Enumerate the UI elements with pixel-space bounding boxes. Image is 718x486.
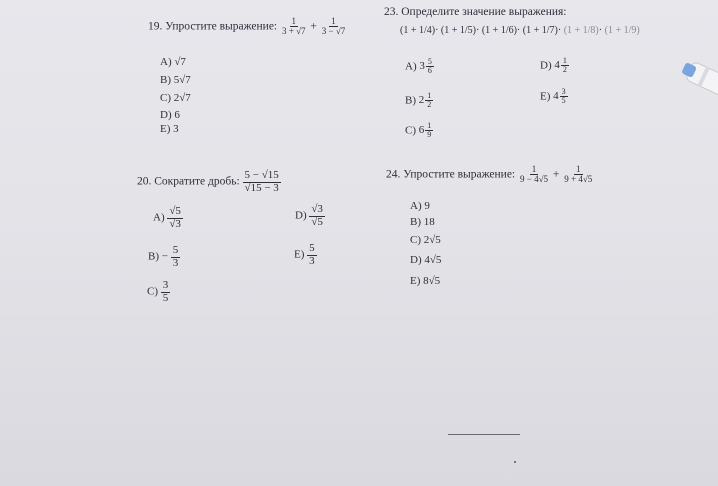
q23-d-value <box>554 57 569 75</box>
q23-e-den: 5 <box>561 96 566 106</box>
q20-d-frac <box>309 204 325 228</box>
q20-e-den: 3 <box>309 254 315 267</box>
q23-b-whole: 2 <box>418 94 425 107</box>
q19-answer-e: E) 3 <box>160 123 179 135</box>
q23-b-label: B) <box>405 94 416 107</box>
ink-dot <box>514 461 516 463</box>
q19-plus: + <box>310 20 317 33</box>
q23-answer-a <box>405 58 434 76</box>
q19-f1-num: 1 <box>291 16 297 26</box>
q23-e-frac <box>560 88 568 106</box>
q19-answer-a: A) √7 <box>160 56 186 68</box>
q20-b-sign: − <box>161 250 168 263</box>
q24-f2-den: 9 + 4√5 <box>564 174 593 185</box>
q20-answer-c <box>147 280 170 304</box>
pencil-underline <box>448 434 520 435</box>
q20-prompt <box>137 170 281 194</box>
q20-c-frac <box>161 280 171 304</box>
q20-d-label: D) <box>295 209 307 222</box>
q20-b-frac <box>171 245 181 269</box>
q23-answer-b <box>405 92 433 110</box>
q23-factor-4: (1 + 1/7) <box>522 25 558 36</box>
marker-pen-icon <box>674 49 718 114</box>
q20-d-num: √3 <box>311 203 323 215</box>
q20-answer-e <box>294 243 317 267</box>
q23-answer-e <box>540 88 568 106</box>
q23-c-frac <box>425 122 433 140</box>
q23-b-den: 2 <box>427 100 432 110</box>
q24-answer-b: B) 18 <box>410 216 435 228</box>
q23-c-whole: 6 <box>418 124 425 137</box>
q19-text: 19. Упростите выражение: <box>148 20 278 33</box>
q24-answer-a: A) 9 <box>410 200 430 212</box>
q20-e-num: 5 <box>309 242 315 254</box>
q24-f1-den: 9 − 4√5 <box>520 174 549 185</box>
q23-factor-5: (1 + 1/8) <box>563 25 599 36</box>
q24-answer-e: E) 8√5 <box>410 275 441 287</box>
q20-b-den: 3 <box>172 256 179 269</box>
q23-e-num: 3 <box>561 87 566 96</box>
q23-d-label: D) <box>540 59 552 72</box>
q23-factor-2: (1 + 1/5) <box>440 25 476 36</box>
q23-d-frac <box>561 57 569 75</box>
q19-answer-b: B) 5√7 <box>160 74 191 86</box>
q23-text: 23. Определите значение выражения: <box>384 6 567 18</box>
q19-fraction-2 <box>320 17 348 37</box>
q19-f2-num: 1 <box>331 16 336 26</box>
q19-answer-c: C) 2√7 <box>160 92 191 104</box>
q24-text: 24. Упростите выражение: <box>386 168 516 181</box>
q23-product: (1 + 1/4)· (1 + 1/5)· (1 + 1/6)· (1 + 1/7)· (1 + 1/8)· (1 + 1/9) <box>400 25 640 36</box>
q20-c-num: 3 <box>162 279 169 291</box>
q24-answer-d: D) 4√5 <box>410 254 442 266</box>
q23-c-value <box>419 122 434 140</box>
q23-a-whole: 3 <box>419 60 425 73</box>
q24-prompt <box>386 165 594 185</box>
q23-a-num: 5 <box>427 57 432 66</box>
q23-answer-c <box>405 122 433 140</box>
q20-b-label: B) <box>148 250 159 263</box>
q24-plus: + <box>552 168 560 181</box>
q20-answer-d <box>295 204 325 228</box>
q24-f2-num: 1 <box>576 164 581 174</box>
q19-prompt <box>148 17 347 37</box>
q20-num: 5 − √15 <box>244 169 279 181</box>
q24-fraction-2 <box>562 165 594 185</box>
q20-d-den: √5 <box>311 215 323 228</box>
q23-d-num: 1 <box>562 56 567 65</box>
q19-fraction-1 <box>280 17 308 37</box>
q19-answer-d: D) 6 <box>160 109 180 121</box>
q23-a-frac <box>426 58 434 76</box>
q23-b-num: 1 <box>427 91 432 100</box>
q23-a-label: A) <box>405 60 417 73</box>
q23-factor-1: (1 + 1/4) <box>400 25 436 36</box>
q23-c-den: 9 <box>427 130 432 140</box>
q20-answer-b <box>148 245 180 269</box>
q24-fraction-1 <box>518 165 550 185</box>
q20-a-num: √5 <box>169 205 181 217</box>
q20-text: 20. Сократите дробь: <box>137 175 240 188</box>
q23-b-frac <box>425 92 433 110</box>
q19-f2-den: 3 − √7 <box>321 26 346 37</box>
q20-c-den: 5 <box>162 291 169 304</box>
q20-answer-a <box>153 206 183 230</box>
q20-a-label: A) <box>153 211 165 224</box>
q23-c-label: C) <box>405 124 416 137</box>
q23-e-value <box>553 88 568 106</box>
q23-e-whole: 4 <box>553 90 559 103</box>
q23-c-num: 1 <box>427 121 432 130</box>
q20-b-num: 5 <box>172 244 179 256</box>
q20-den: √15 − 3 <box>244 181 279 194</box>
q20-a-den: √3 <box>169 217 181 230</box>
q23-factor-6: (1 + 1/9) <box>604 25 640 36</box>
q23-d-whole: 4 <box>554 59 560 72</box>
q23-e-label: E) <box>540 90 551 103</box>
q20-a-frac <box>167 206 183 230</box>
q24-answer-c: C) 2√5 <box>410 234 441 246</box>
q20-fraction <box>243 170 281 194</box>
q23-d-den: 2 <box>562 65 567 75</box>
q24-f1-num: 1 <box>531 164 537 174</box>
q23-a-den: 6 <box>427 66 432 76</box>
q20-c-label: C) <box>147 285 158 298</box>
q20-e-frac <box>307 243 317 267</box>
q23-a-value <box>419 58 434 76</box>
q23-answer-d <box>540 57 569 75</box>
q19-f1-den: 3 + √7 <box>282 26 306 37</box>
q23-b-value <box>419 92 434 110</box>
q23-factor-3: (1 + 1/6) <box>481 25 517 36</box>
q20-e-label: E) <box>294 248 305 261</box>
